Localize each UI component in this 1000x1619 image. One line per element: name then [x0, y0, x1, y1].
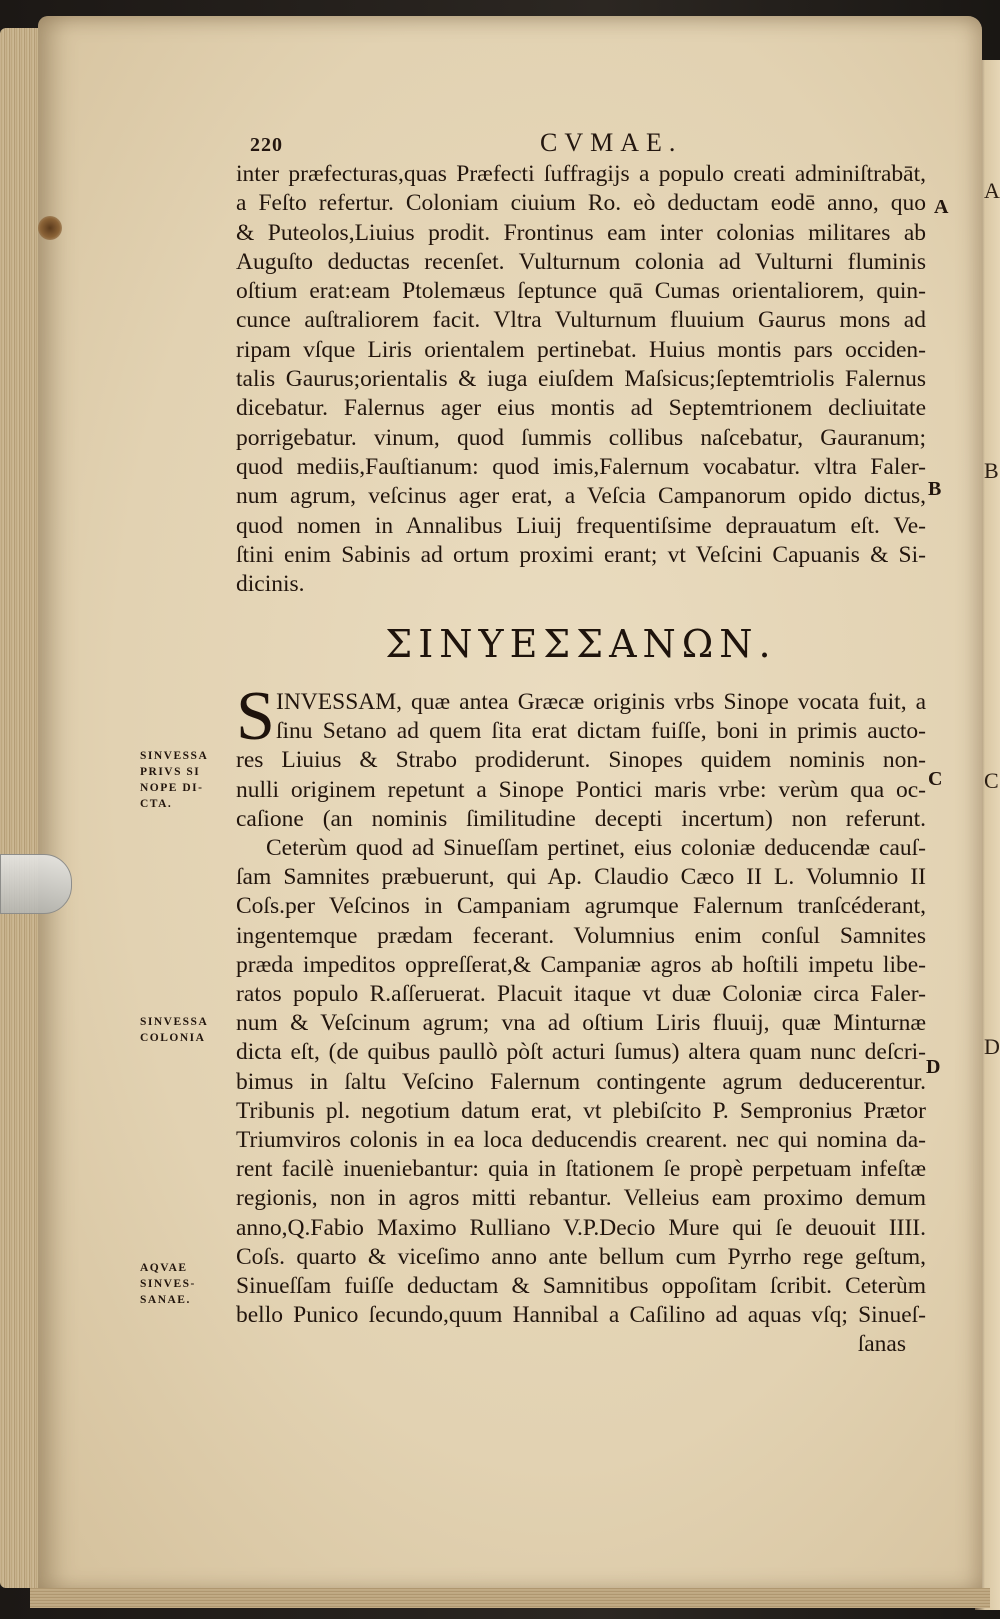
catchword: ſanas [857, 1331, 906, 1358]
text-line: bello Punico ſecundo,quum Hannibal a Caſilino ad aquas vſq; Sinueſ- [236, 1302, 926, 1329]
section-letter: A [934, 196, 949, 218]
text-line: ripam vſque Liris orientalem pertinebat. Huius montis pars occiden- [236, 336, 926, 363]
next-page-letter: A [984, 178, 1000, 203]
section-heading: ΣΙΝΥΕΣΣΑΝΩΝ. [385, 622, 777, 666]
text-line: Sinueſſam fuiſſe deductam & Samnitibus oppoſitam ſcribit. Ceterùm [236, 1273, 926, 1300]
section-letter: C [928, 768, 943, 790]
text-line: caſione (an nominis ſimilitudine decepti incertum) non referunt. [236, 805, 926, 832]
text-line: num & Veſcinum agrum; vna ad oſtium Liris fluuij, quæ Minturnæ [236, 1010, 926, 1037]
text-line: Coſs. quarto & viceſimo anno ante bellum cum Pyrrho rege geſtum, [236, 1243, 926, 1270]
next-page-letters [984, 160, 1000, 1460]
text-line: anno,Q.Fabio Maximo Rulliano V.P.Decio Mure qui ſe deuouit IIII. [236, 1214, 926, 1241]
marginal-line: SANAE. [140, 1294, 191, 1306]
text-line: inter præfecturas,quas Præfecti ſuffragijs a populo creati adminiſtrabāt, [236, 161, 926, 187]
text-line: bimus in ſaltu Veſcino Falernum contingente agrum deducerentur. [236, 1068, 926, 1095]
text-line: quod mediis,Fauſtianum: quod imis,Falernum vocabatur. vltra Faler- [236, 453, 926, 480]
text-line: talis Gaurus;orientalis & iuga eiuſdem Maſsicus;ſeptemtriolis Falernus [236, 366, 926, 393]
page-number: 220 [250, 134, 283, 156]
ink-stain [38, 216, 62, 240]
text-line: nulli originem repetunt a Sinope Pontici maris vrbe: verùm qua oc- [236, 776, 926, 803]
text-line: quod nomen in Annalibus Liuij frequentiſsime deprauatum eſt. Ve- [236, 512, 926, 539]
paragraph-cumae [236, 160, 926, 599]
marginal-line: COLONIA [140, 1032, 206, 1044]
marginal-note [140, 748, 228, 812]
text-line: num agrum, veſcinus ager erat, a Veſcia Campanorum opido dictus, [236, 483, 926, 510]
text-line: dicta eſt, (de quibus paullò pòſt acturi ſumus) altera quam nunc deſcri- [236, 1039, 926, 1066]
next-page-letter: C [984, 768, 999, 793]
text-line: & Puteolos,Liuius prodit. Frontinus eam inter colonias militares ab [236, 219, 926, 246]
text-line: præda impeditos oppreſſerat,& Campaniæ agros ab hoſtili impetu libe- [236, 951, 926, 978]
marginal-line: NOPE DI- [140, 782, 204, 794]
running-header [250, 128, 970, 162]
next-page-letter: B [984, 458, 999, 483]
marginal-line: SINVESSA [140, 1016, 209, 1028]
text-line: porrigebatur. vinum, quod ſummis collibus naſcebatur, Gauranum; [236, 424, 926, 451]
marginal-line: AQVAE [140, 1262, 188, 1274]
text-line: dicebatur. Falernus ager eius montis ad Septemtrionem decliuitate [236, 395, 926, 422]
page-edges-bottom [30, 1588, 990, 1608]
marginal-line: PRIVS SI [140, 766, 201, 778]
text-line: oſtium erat:eam Ptolemæus ſeptunce quā Cumas orientaliorem, quin- [236, 278, 926, 305]
text-line: ſinu Setano ad quem ſita erat dictam fuiſſe, boni in primis aucto- [276, 718, 926, 745]
text-line: Tribunis pl. negotium datum erat, vt plebiſcito P. Sempronius Prætor [236, 1097, 926, 1124]
text-line: a Feſto refertur. Coloniam ciuium Ro. eò deductam eodē anno, quo [236, 190, 926, 217]
text-line: regionis, non in agros mitti rebantur. Velleius eam proximo demum [236, 1185, 926, 1212]
text-line: Triumviros colonis in ea loca deducendis crearent. nec qui nomina da- [236, 1127, 926, 1154]
page-clip [0, 854, 72, 914]
text-line: ratos populo R.aſſeruerat. Placuit itaque vt duæ Coloniæ circa Faler- [236, 981, 926, 1008]
text-line: Ceterùm quod ad Sinueſſam pertinet, eius coloniæ deducendæ cauſ- [266, 835, 926, 862]
text-line: Coſs.per Veſcinos in Campaniam agrumque Falernum tranſcéderant, [236, 893, 926, 920]
text-line: cunce auſtraliorem facit. Vltra Vulturnum fluuium Gaurus mons ad [236, 307, 926, 334]
running-title: CVMAE. [540, 128, 683, 157]
text-line: rent facilè inueniebantur: quia in ſtationem ſe propè perpetuam infeſtæ [236, 1156, 926, 1183]
text-line: dicinis. [236, 571, 305, 598]
text-line: ſam Samnites præbuerunt, qui Ap. Claudio Cæco II L. Volumnio II [236, 864, 926, 891]
text-line: ſtini enim Sabinis ad ortum proximi erant; vt Veſcini Capuanis & Si- [236, 541, 926, 568]
marginal-note [140, 1260, 228, 1308]
marginal-line: SINVESSA [140, 750, 209, 762]
text-line: INVESSAM, quæ antea Græcæ originis vrbs Sinope vocata fuit, a [276, 689, 926, 715]
next-page-letter: D [984, 1034, 1000, 1059]
section-letter: D [926, 1056, 941, 1078]
text-line: Auguſto deductas recenſet. Vulturnum colonia ad Vulturni fluminis [236, 248, 926, 275]
text-line: res Liuius & Strabo prodiderunt. Sinopes quidem nominis non- [236, 747, 926, 774]
section-letter: B [928, 478, 942, 500]
text-line: ingentemque prædam fecerant. Volumnius enim conſul Samnites [236, 922, 926, 949]
marginal-line: SINVES- [140, 1278, 196, 1290]
paragraph-sinuessa [236, 678, 926, 1360]
marginal-line: CTA. [140, 798, 173, 810]
drop-cap: S [236, 678, 275, 755]
marginal-note [140, 1014, 228, 1046]
